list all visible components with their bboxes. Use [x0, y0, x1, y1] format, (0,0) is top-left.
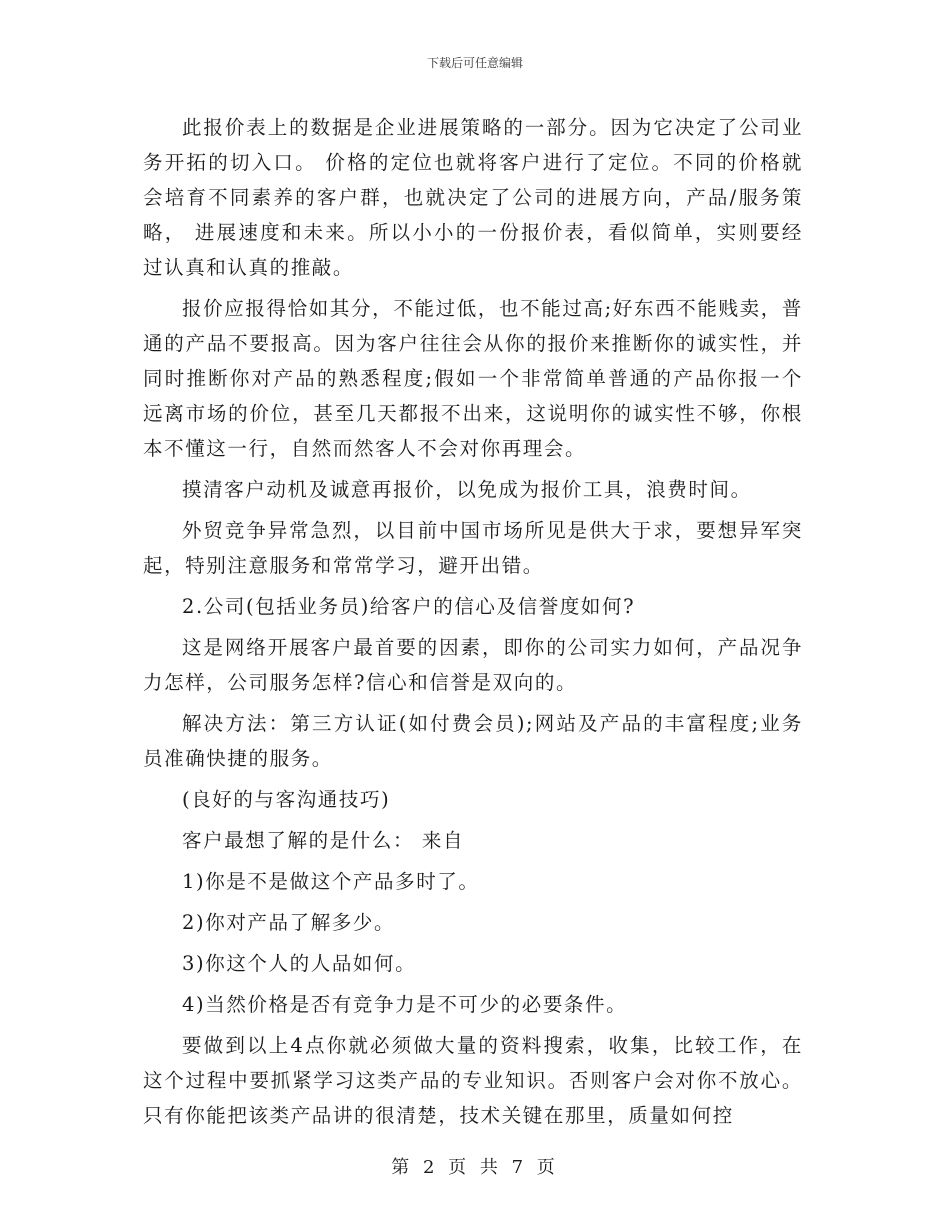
paragraph-4: 外贸竞争异常急烈，以目前中国市场所见是供大于求，要想异军突起，特别注意服务和常常学习，避开出错。 — [143, 519, 803, 577]
paragraph-2: 报价应报得恰如其分，不能过低，也不能过高;好东西不能贱卖，普通的产品不要报高。因为客户往往会从你的报价来推断你的诚实性，并同时推断你对产品的熟悉程度;假如一个非常简单普通的产品你报一个远离市场的价位，甚至几天都报不出来，这说明你的诚实性不够，你根本不懂这一行，自然而然客人不会对你再理会。 — [143, 297, 803, 460]
page-header: 下载后可任意编辑 — [426, 56, 523, 70]
paragraph-1: 此报价表上的数据是企业进展策略的一部分。因为它决定了公司业务开拓的切入口。 价格的定位也就将客户进行了定位。不同的价格就会培育不同素养的客户群，也就决定了公司的进展方向，产品/服务策略， 进展速度和未来。所以小小的一份报价表，看似简单，实则要经过认真和认真的推敲。 — [143, 116, 803, 279]
list-item-3: 3)你这个人的人品如何。 — [182, 952, 417, 975]
paragraph-10: 要做到以上4点你就必须做大量的资料搜索，收集，比较工作，在这个过程中要抓紧学习这类产品的专业知识。否则客户会对你不放心。只有你能把该类产品讲的很清楚，技术关键在那里，质量如何控 — [143, 1034, 803, 1127]
paragraph-6: 这是网络开展客户最首要的因素，即你的公司实力如何，产品况争力怎样，公司服务怎样?信心和信誉是双向的。 — [143, 636, 803, 694]
list-item-4: 4)当然价格是否有竞争力是不可少的必要条件。 — [182, 993, 628, 1016]
paragraph-5: 2.公司(包括业务员)给客户的信心及信誉度如何? — [182, 595, 636, 618]
list-item-2: 2)你对产品了解多少。 — [182, 911, 396, 934]
paragraph-9: 客户最想了解的是什么： 来自 — [182, 829, 465, 852]
list-item-1: 1)你是不是做这个产品多时了。 — [182, 870, 480, 893]
paragraph-7: 解决方法：第三方认证(如付费会员);网站及产品的丰富程度;业务员准确快捷的服务。 — [143, 712, 803, 770]
paragraph-3: 摸清客户动机及诚意再报价，以免成为报价工具，浪费时间。 — [182, 478, 752, 501]
document-body — [143, 110, 803, 1139]
paragraph-8: (良好的与客沟通技巧) — [182, 788, 391, 811]
page-number: 第 2 页 共 7 页 — [391, 1157, 559, 1178]
